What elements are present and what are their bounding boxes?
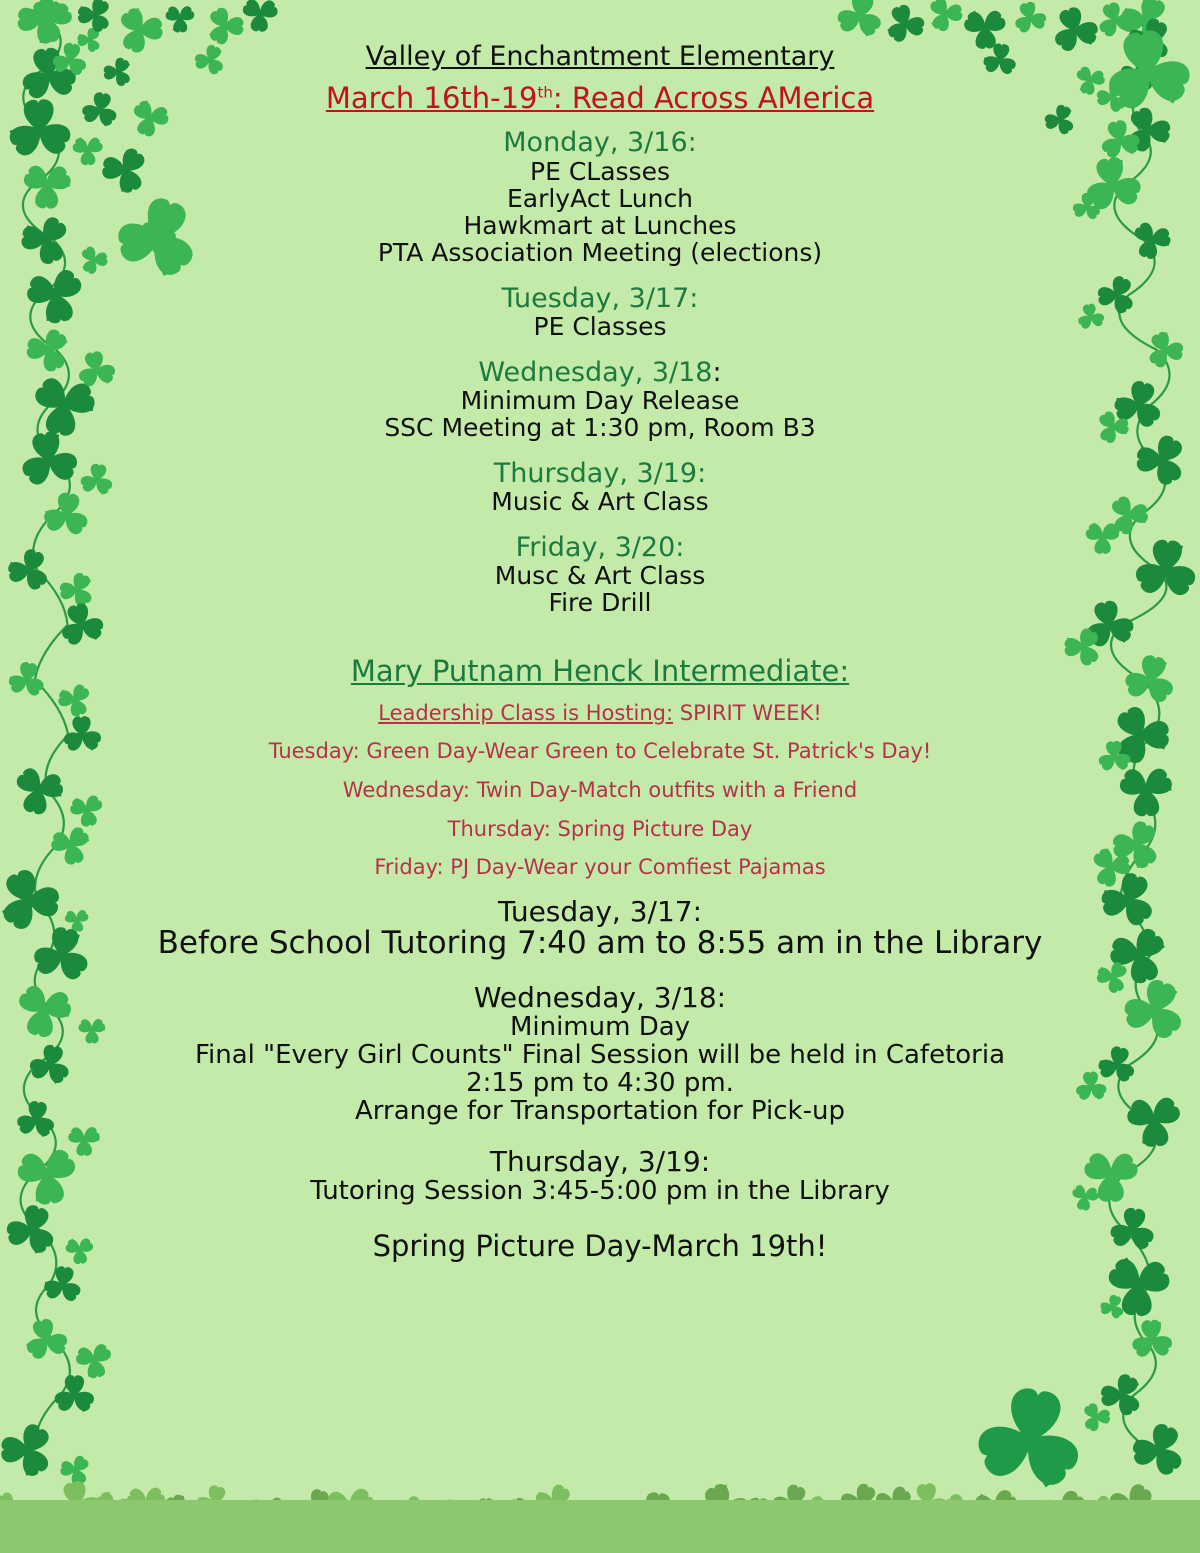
intermediate-wednesday-heading: Wednesday, 3/18: [473,980,727,1014]
shamrock-icon [61,716,103,753]
spirit-day-item: Thursday: Spring Picture Day [447,816,753,841]
shamrock-icon [53,1376,96,1413]
shamrock-icon [1007,0,1052,41]
day-friday [100,533,1100,616]
schedule-item: PE Classes [533,311,667,341]
tutoring-item: Before School Tutoring 7:40 am to 8:55 am in the Library [157,925,1043,962]
shamrock-icon [38,1259,89,1311]
event-dates: March 16th-19 [325,81,538,116]
shamrock-icon [1,88,82,172]
tutoring-item: Tutoring Session 3:45-5:00 pm in the Library [310,1176,890,1207]
shamrock-icon [1120,649,1179,712]
day-heading-text: Wednesday, 3/18 [478,356,713,388]
read-across-america-title [100,83,1100,114]
spirit-name: SPIRIT WEEK! [673,700,822,725]
notice-content [100,42,1100,1263]
shamrock-icon [1124,1312,1179,1369]
shamrock-icon [14,1099,58,1139]
spirit-week-heading [100,702,1100,725]
schedule-item: PE CLasses [530,156,670,186]
day-heading: Tuesday, 3/17: [501,282,699,314]
shamrock-icon [209,6,243,46]
intermediate-school-title: Mary Putnam Henck Intermediate: [350,654,850,689]
day-heading [100,358,1100,387]
schedule-item: Arrange for Transportation for Pick-up [355,1096,845,1127]
schedule-item: Music & Art Class [491,487,709,517]
shamrock-icon [1121,974,1186,1046]
shamrock-icon [240,0,280,32]
schedule-item: PTA Association Meeting (elections) [377,237,823,267]
shamrock-icon [928,0,964,34]
shamrock-icon [25,1041,75,1087]
shamrock-icon [3,655,52,705]
schedule-item: Fire Drill [548,588,652,618]
day-heading: Friday, 3/20: [515,532,685,564]
shamrock-icon [1139,326,1190,376]
event-name: : Read Across AMerica [552,81,875,116]
intermediate-tuesday-heading: Tuesday, 3/17: [497,894,703,928]
shamrock-icon [0,1414,65,1484]
grass-band [0,1500,1200,1553]
shamrock-icon [47,820,93,869]
schedule-item: SSC Meeting at 1:30 pm, Room B3 [384,412,816,442]
shamrock-icon [27,920,94,992]
ordinal-suffix: th [537,83,553,102]
shamrock-icon [1,542,59,599]
shamrock-icon [62,1118,104,1162]
shamrock-icon [1126,529,1200,611]
intermediate-thursday-heading: Thursday, 3/19: [489,1145,711,1179]
shamrock-icon [59,571,94,610]
day-tuesday [100,284,1100,340]
shamrock-icon [161,0,200,38]
shamrock-icon [36,484,97,546]
shamrock-icon [969,1382,1093,1494]
shamrock-icon [14,211,78,271]
schedule-item: 2:15 pm to 4:30 pm. [466,1068,734,1099]
day-heading: Thursday, 3/19: [493,457,707,489]
schedule-item: EarlyAct Lunch [506,183,694,213]
shamrock-icon [5,971,80,1046]
schedule-item: Minimum Day Release [460,385,740,415]
schedule-item: Minimum Day [509,1011,691,1042]
picture-day-note: Spring Picture Day-March 19th! [372,1229,828,1264]
shamrock-icon [833,0,887,39]
shamrock-icon [1125,213,1178,266]
elementary-school-title: Valley of Enchantment Elementary [365,41,835,72]
shamrock-icon [885,1,927,47]
spirit-host: Leadership Class is Hosting: [378,700,674,725]
spirit-day-item: Tuesday: Green Day-Wear Green to Celebrate St. Patrick's Day! [268,739,932,764]
spirit-day-item: Wednesday: Twin Day-Match outfits with a Friend [342,777,858,802]
shamrock-icon [25,325,69,375]
day-heading-colon: : [712,356,722,388]
shamrock-icon [9,421,87,500]
shamrock-icon [22,1313,72,1367]
schedule-item: Final "Every Girl Counts" Final Session will be held in Cafetoria [194,1039,1006,1070]
shamrock-icon [53,680,97,721]
spirit-day-item: Friday: PJ Day-Wear your Comfiest Pajamas [374,855,826,880]
shamrock-icon [1107,1206,1159,1253]
day-wednesday [100,358,1100,441]
day-thursday [100,459,1100,515]
schedule-item: Musc & Art Class [494,561,706,591]
shamrock-icon [0,866,61,935]
day-monday [100,128,1100,265]
day-heading: Monday, 3/16: [503,127,697,159]
shamrock-icon [1123,1415,1196,1487]
shamrock-icon [64,1237,96,1265]
schedule-item: Hawkmart at Lunches [463,210,737,240]
